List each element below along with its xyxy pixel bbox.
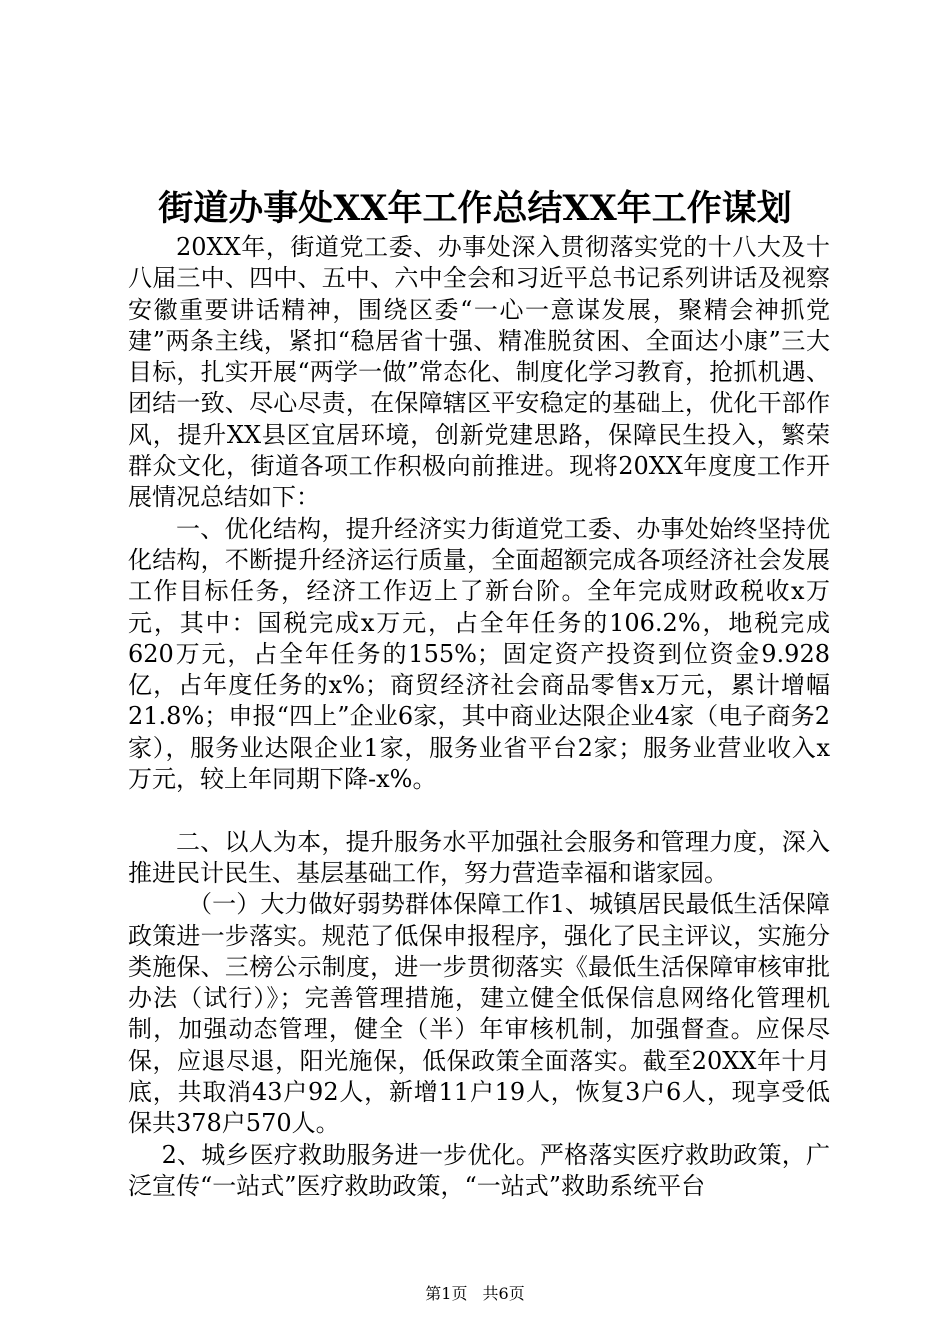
paragraph-section-two: 二、以人为本，提升服务水平加强社会服务和管理力度，深入推进民计民生、基层基础工作，努力营造幸福和谐家园。 [128, 827, 830, 887]
page-number-footer: 第1页 共6页 [425, 1284, 525, 1303]
paragraph-intro: 20XX年，街道党工委、办事处深入贯彻落实党的十八大及十八届三中、四中、五中、六中全会和习近平总书记系列讲话及视察安徽重要讲话精神，围绕区委“一心一意谋发展，聚精会神抓党建”两条主线，紧扣“稳居省十强、精准脱贫困、全面达小康”三大目标，扎实开展“两学一做”常态化、制度化学习教育，抢抓机遇、团结一致、尽心尽责，在保障辖区平安稳定的基础上，优化干部作风，提升XX县区宜居环境，创新党建思路，保障民生投入，繁荣群众文化，街道各项工作积极向前推进。现将20XX年度度工作开展情况总结如下： [128, 233, 830, 512]
document-body [128, 232, 830, 1202]
paragraph-subsection-one: （一）大力做好弱势群体保障工作1、城镇居民最低生活保障政策进一步落实。规范了低保申报程序，强化了民主评议，实施分类施保、三榜公示制度，进一步贯彻落实《最低生活保障审核审批办法（试行）》；完善管理措施，建立健全低保信息网络化管理机制，加强动态管理，健全（半）年审核机制，加强督查。应保尽保，应退尽退，阳光施保，低保政策全面落实。截至20XX年十月底，共取消43户92人，新增11户19人，恢复3户6人，现享受低保共378户570人。 [128, 890, 830, 1138]
paragraph-item-two: 2、城乡医疗救助服务进一步优化。严格落实医疗救助政策，广泛宣传“一站式”医疗救助政策，“一站式”救助系统平台 [128, 1140, 830, 1200]
blank-line [128, 795, 830, 826]
paragraph-section-one: 一、优化结构，提升经济实力街道党工委、办事处始终坚持优化结构，不断提升经济运行质量，全面超额完成各项经济社会发展工作目标任务，经济工作迈上了新台阶。全年完成财政税收x万元，其中：国税完成x万元，占全年任务的106.2%，地税完成620万元，占全年任务的155%；固定资产投资到位资金9.928亿，占年度任务的x%；商贸经济社会商品零售x万元，累计增幅21.8%；申报“四上”企业6家，其中商业达限企业4家（电子商务2家），服务业达限企业1家，服务业省平台2家；服务业营业收入x万元，较上年同期下降-x%。 [128, 514, 830, 794]
document-title: 街道办事处XX年工作总结XX年工作谋划 [158, 188, 792, 229]
